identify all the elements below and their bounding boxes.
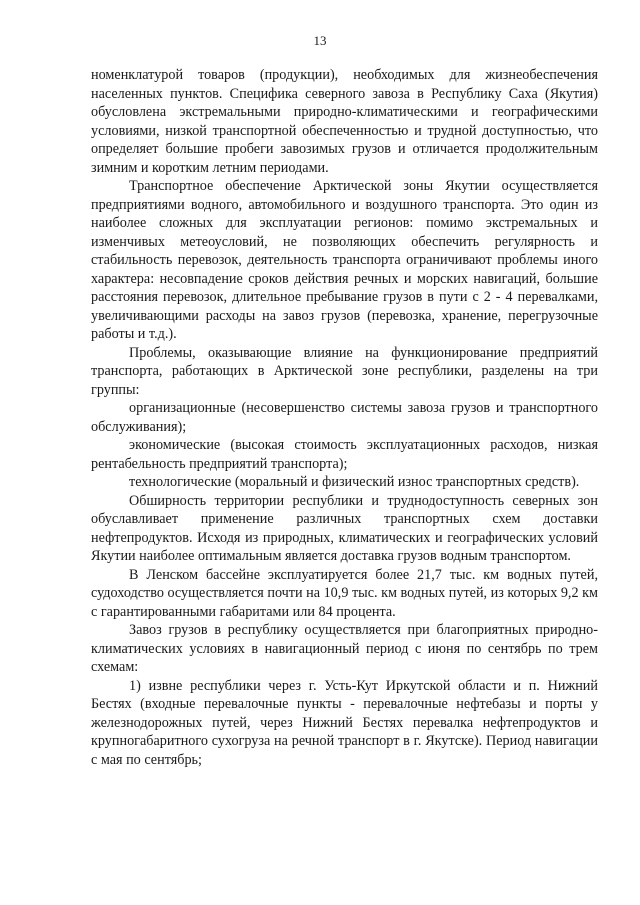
paragraph-transport-provision: Транспортное обеспечение Арктической зоны Якутии осуществляется предприятиями водного, автомобильного и воздушного транспорта. Это один из наиболее сложных для эксплуатации регионов: помимо экстремальных и изменчивых метеоусловий, не позволяющих обеспечить регулярность и стабильность перевозок, деятельность транспорта ограничивают проблемы иного характера: несовпадение сроков действия речных и морских навигаций, большие расстояния перевозок, длительное пребывание грузов в пути с 2 - 4 перевалками, увеличивающими расходы на завоз грузов (перевозка, хранение, перегрузочные работы и т.д.). <box>91 178 598 342</box>
list-item-organizational: организационные (несовершенство системы завоза грузов и транспортного обслуживания); <box>91 400 598 435</box>
paragraph-lena-basin: В Ленском бассейне эксплуатируется более 21,7 тыс. км водных путей, судоходство осуществляется почти на 10,9 тыс. км водных путей, из которых 9,2 км с гарантированными габаритами или 84 процента. <box>91 566 598 620</box>
list-item-scheme-one: 1) извне республики через г. Усть-Кут Иркутской области и п. Нижний Бестях (входные перевалочные пункты - перевалочные нефтебазы и порты у железнодорожных путей, через Нижний Бестях перевалка нефтепродуктов и крупногабаритного сухогруза на речной транспорт в г. Якутске). Период навигации с мая по сентябрь; <box>91 677 598 768</box>
list-item-technological: технологические (моральный и физический износ транспортных средств). <box>129 474 580 490</box>
list-item-economic: экономические (высокая стоимость эксплуатационных расходов, низкая рентабельность предприятий транспорта); <box>91 437 598 472</box>
body-text <box>91 66 598 769</box>
paragraph-problems-groups: Проблемы, оказывающие влияние на функционирование предприятий транспорта, работающих в Арктической зоне республики, разделены на три группы: <box>91 344 598 398</box>
paragraph-nomenclature-continuation: номенклатурой товаров (продукции), необходимых для жизнеобеспечения населенных пунктов. Специфика северного завоза в Республику Саха (Якутия) обусловлена экстремальными природно-климатическими и географическими условиями, низкой транспортной обеспеченностью и трудной доступностью, что определяет большие пробеги завозимых грузов и отличается продолжительным зимним и коротким летним периодами. <box>91 67 598 176</box>
paragraph-delivery-schemes: Завоз грузов в республику осуществляется при благоприятных природно-климатических условиях в навигационный период с июня по сентябрь по трем схемам: <box>91 622 598 675</box>
page-number: 13 <box>313 33 327 48</box>
paragraph-territory-vastness: Обширность территории республики и труднодоступность северных зон обуславливает применение различных транспортных схем доставки нефтепродуктов. Исходя из природных, климатических и географических условий Якутии наиболее оптимальным является доставка грузов водным транспортом. <box>91 492 598 564</box>
